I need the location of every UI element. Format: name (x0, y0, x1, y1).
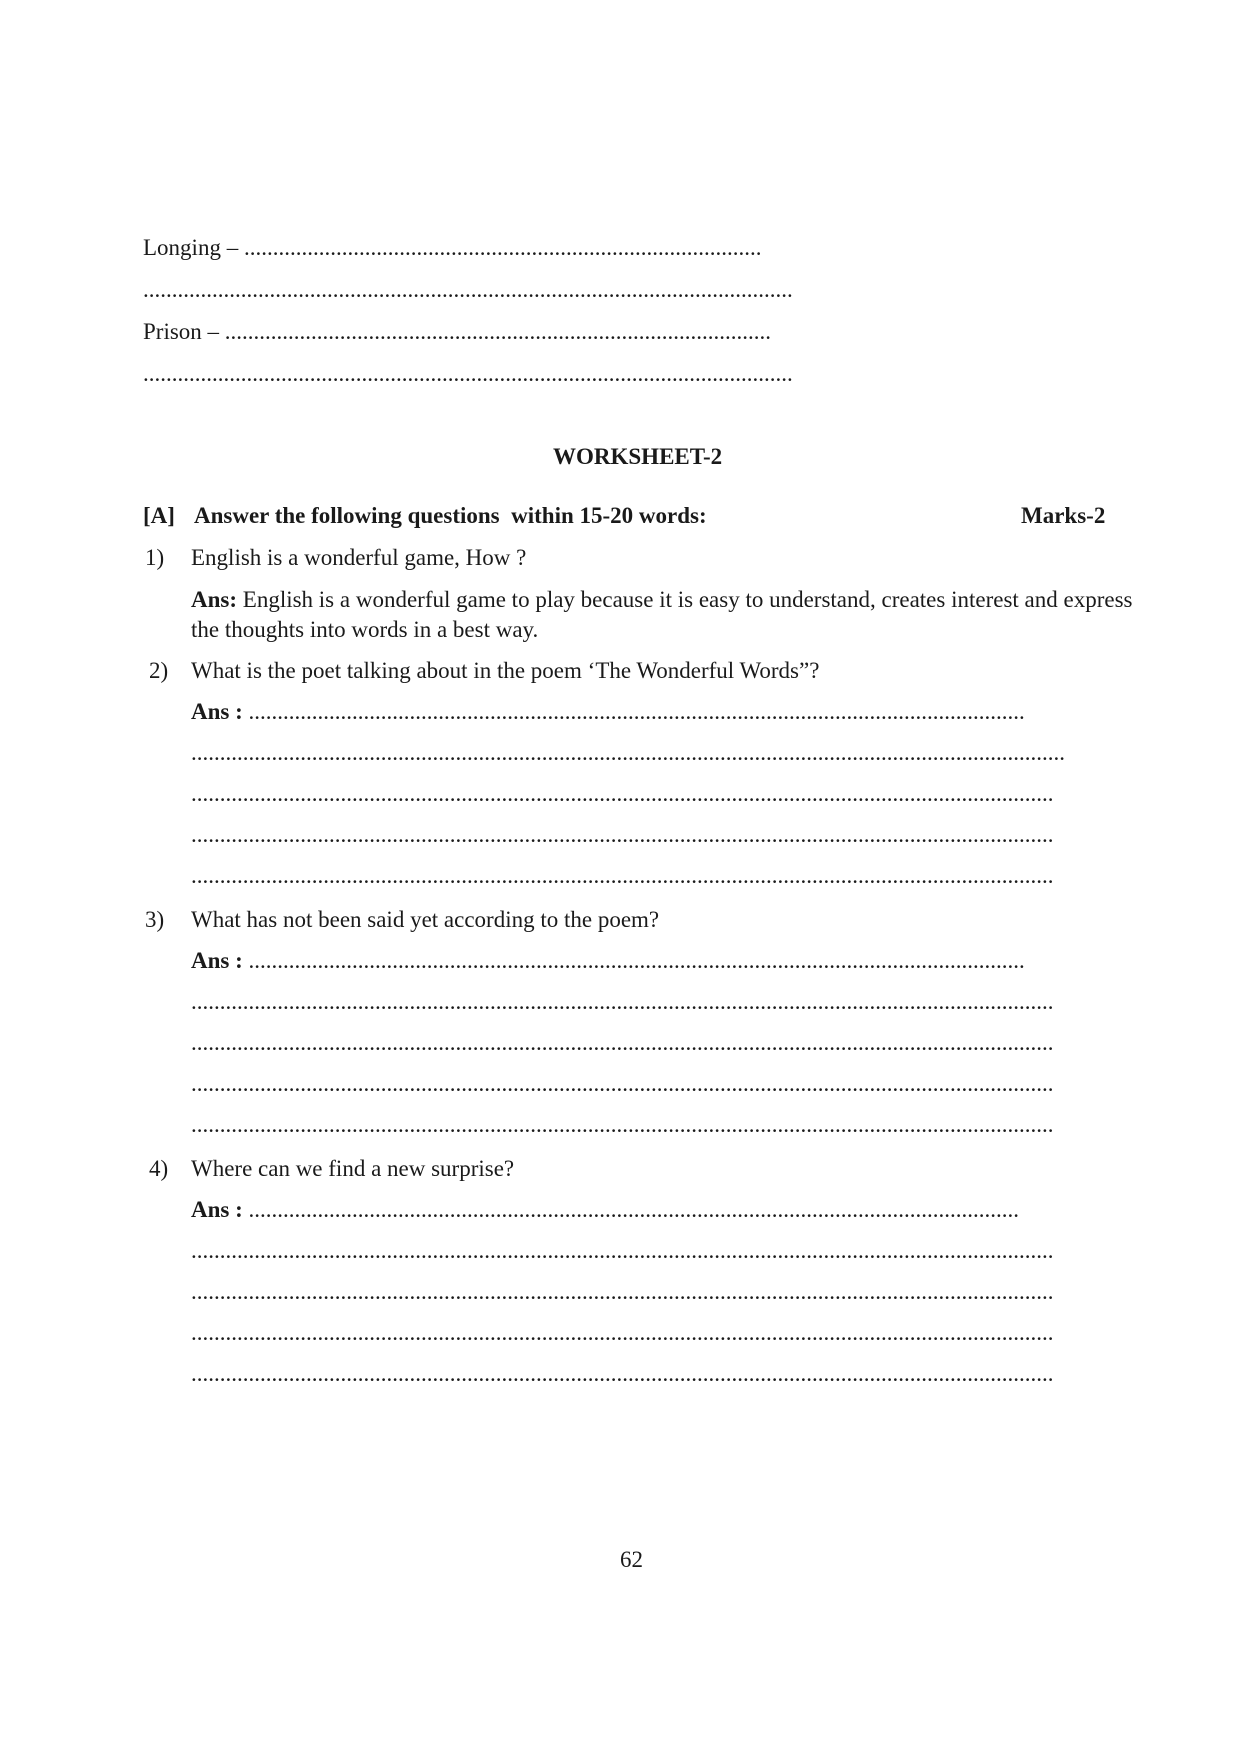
question-text: Where can we find a new surprise? (191, 1156, 515, 1181)
answer-line: ...................................................................................................................................................... (191, 1112, 1054, 1137)
answer-line: ...................................................................................................................................................... (191, 989, 1054, 1014)
answer-line: ...................................................................................................................................................... (191, 781, 1054, 806)
question-text: What has not been said yet according to the poem? (191, 907, 660, 932)
answer-line: ....................................................................................................................................... (248, 948, 1025, 973)
answer-text (191, 587, 1132, 613)
question-number: 2) (149, 658, 169, 683)
answer-line: ........................................................................................................................................................ (191, 740, 1065, 765)
answer-row (191, 1197, 1096, 1223)
section-label: [A] (143, 503, 175, 528)
marks-label: Marks-2 (1021, 503, 1106, 528)
answer-label: Ans : (191, 948, 243, 973)
prison-label: Prison – (143, 319, 220, 344)
question-text: What is the poet talking about in the poem ‘The Wonderful Words”? (191, 658, 820, 683)
answer-body: English is a wonderful game to play because it is easy to understand, creates interest and express (237, 587, 1133, 612)
answer-row (191, 699, 1101, 725)
answer-label: Ans: (191, 587, 238, 612)
question-number: 4) (149, 1156, 169, 1181)
question-number: 3) (145, 907, 165, 932)
answer-line: ...................................................................................................................................................... (191, 1279, 1054, 1304)
page-number: 62 (620, 1547, 643, 1572)
answer-line: ...................................................................................................................................................... (191, 822, 1054, 847)
answer-line: ...................................................................................................................................................... (191, 1030, 1054, 1055)
question-number: 1) (145, 545, 165, 570)
answer-line: ....................................................................................................................................... (248, 699, 1025, 724)
answer-line: ...................................................................................................................................... (248, 1197, 1020, 1222)
longing-answer-line-2: ................................................................................................................. (143, 277, 793, 302)
answer-label: Ans : (191, 1197, 243, 1222)
longing-answer-line: .......................................................................................... (243, 235, 762, 260)
section-instruction: Answer the following questions within 15-20 words: (194, 503, 707, 528)
longing-row (143, 235, 761, 261)
answer-line: ...................................................................................................................................................... (191, 1238, 1054, 1263)
answer-row (191, 948, 1101, 974)
worksheet-title: WORKSHEET-2 (553, 444, 723, 469)
prison-answer-line-2: ................................................................................................................. (143, 361, 793, 386)
question-text: English is a wonderful game, How ? (191, 545, 527, 570)
answer-label: Ans : (191, 699, 243, 724)
answer-text-line-2: the thoughts into words in a best way. (191, 617, 539, 642)
answer-line: ...................................................................................................................................................... (191, 1071, 1054, 1096)
answer-line: ...................................................................................................................................................... (191, 863, 1054, 888)
answer-line: ...................................................................................................................................................... (191, 1320, 1054, 1345)
prison-row (143, 319, 771, 345)
prison-answer-line: ............................................................................................... (224, 319, 772, 344)
longing-label: Longing – (143, 235, 239, 260)
answer-line: ...................................................................................................................................................... (191, 1361, 1054, 1386)
